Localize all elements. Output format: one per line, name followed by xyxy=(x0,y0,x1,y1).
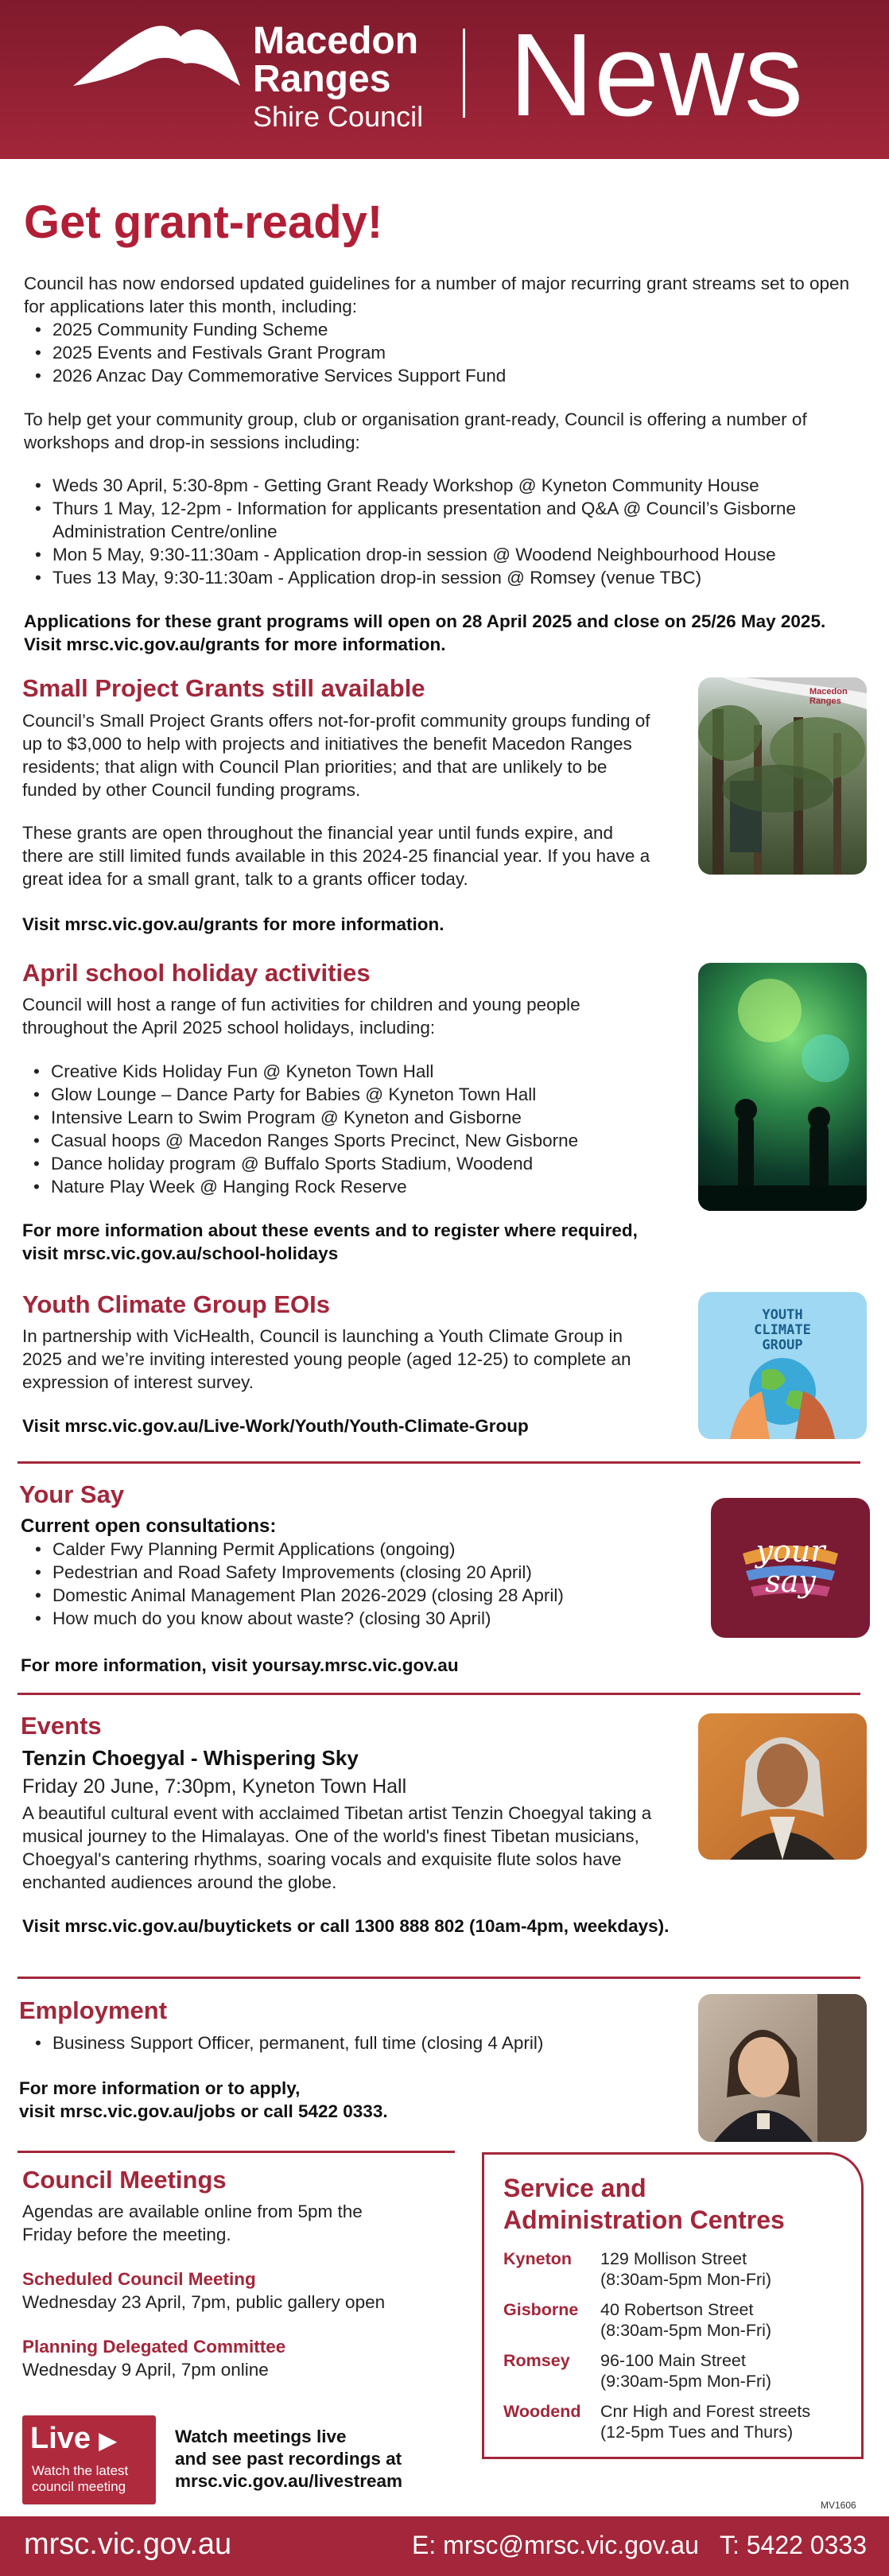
youth-climate-link: Visit mrsc.vic.gov.au/Live-Work/Youth/Youth-Climate-Group xyxy=(22,1416,529,1436)
your-say-title: Your Say xyxy=(19,1480,125,1508)
footer xyxy=(0,2516,889,2576)
centre-address: Cnr High and Forest streets (12-5pm Tues and Thurs) xyxy=(600,2402,811,2442)
centre-town: Gisborne xyxy=(503,2300,579,2319)
watch-line-1: Watch meetings live xyxy=(175,2427,347,2446)
employment-closing-2: visit mrsc.vic.gov.au/jobs or call 5422 0333. xyxy=(19,2101,388,2121)
section-divider xyxy=(17,1977,860,1979)
centre-town: Romsey xyxy=(503,2351,570,2370)
grant-ready-title: Get grant-ready! xyxy=(24,196,383,248)
list-item: • Mon 5 May, 9:30-11:30am - Application drop-in session @ Woodend Neighbourhood House xyxy=(24,543,851,566)
service-centres-title: Service and Administration Centres xyxy=(503,2174,785,2234)
mountain-logo-icon xyxy=(73,22,240,87)
section-divider xyxy=(17,1693,860,1695)
your-say-subtitle: Current open consultations: xyxy=(21,1515,277,1537)
list-item: • Weds 30 April, 5:30-8pm - Getting Grant Ready Workshop @ Kyneton Community House xyxy=(24,474,851,497)
youth-climate-image-text: YOUTH CLIMATE GROUP xyxy=(754,1307,811,1353)
list-item: • 2026 Anzac Day Commemorative Services Support Fund xyxy=(24,364,851,387)
small-grants-title: Small Project Grants still available xyxy=(22,674,425,702)
event-when: Friday 20 June, 7:30pm, Kyneton Town Hall xyxy=(22,1775,407,1798)
watch-line-2: and see past recordings at xyxy=(175,2449,402,2469)
footer-url[interactable]: mrsc.vic.gov.au xyxy=(24,2528,232,2561)
centre-town: Kyneton xyxy=(503,2249,572,2268)
centre-address: 40 Robertson Street (8:30am-5pm Mon-Fri) xyxy=(600,2300,772,2340)
event-description: A beautiful cultural event with acclaimed Tibetan artist Tenzin Choegyal taking a musical journey to the Himalayas. One of the world's finest Tibetan musicians, Choegyal's cantering rhythms, soaring vocals and exquisite flute solos have enchanted audiences around the globe. xyxy=(22,1803,652,1892)
list-item: • Thurs 1 May, 12-2pm - Information for applicants presentation and Q&A @ Council’s Gisborne Administration Centre/online xyxy=(24,497,851,543)
live-label: Live ▶ xyxy=(30,2422,117,2455)
employment-list xyxy=(24,2031,676,2054)
grant-ready-intro: Council has now endorsed updated guidelines for a number of major recurring grant streams set to open for applications later this month, including: xyxy=(24,274,850,316)
list-item: • Domestic Animal Management Plan 2026-2029 (closing 28 April) xyxy=(24,1584,676,1607)
sign-text: Macedon Ranges xyxy=(809,687,848,706)
council-sign-photo xyxy=(698,677,867,875)
live-sub: Watch the latest council meeting xyxy=(32,2463,129,2494)
list-item: • Tues 13 May, 9:30-11:30am - Application drop-in session @ Romsey (venue TBC) xyxy=(24,566,851,589)
event-closing: Visit mrsc.vic.gov.au/buytickets or call 1300 888 802 (10am-4pm, weekdays). xyxy=(22,1916,670,1936)
council-meetings-title: Council Meetings xyxy=(22,2166,227,2194)
grant-streams-list xyxy=(24,318,851,387)
livestream-link[interactable]: mrsc.vic.gov.au/livestream xyxy=(175,2471,402,2491)
events-title: Events xyxy=(21,1712,102,1740)
planning-committee-title: Planning Delegated Committee xyxy=(22,2337,286,2357)
list-item: • Dance holiday program @ Buffalo Sports Stadium, Woodend xyxy=(22,1152,674,1175)
your-say-logo-text: your say xyxy=(755,1534,825,1599)
header-divider xyxy=(463,29,465,118)
grant-sessions-list xyxy=(24,474,851,589)
scheduled-meeting-detail: Wednesday 23 April, 7pm, public gallery open xyxy=(22,2292,386,2312)
centre-address: 129 Mollison Street (8:30am-5pm Mon-Fri) xyxy=(600,2249,772,2289)
employee-photo xyxy=(698,1994,867,2142)
your-say-closing: For more information, visit yoursay.mrsc.vic.gov.au xyxy=(21,1655,459,1675)
publication-code: MV1606 xyxy=(821,2500,856,2511)
your-say-logo xyxy=(711,1498,870,1638)
section-divider xyxy=(17,1461,860,1464)
tenzin-choegyal-photo xyxy=(698,1713,867,1860)
council-meetings-agendas: Agendas are available online from 5pm the Friday before the meeting. xyxy=(22,2202,363,2244)
council-name-line1: Macedon xyxy=(253,20,419,62)
list-item: • Glow Lounge – Dance Party for Babies @ Kyneton Town Hall xyxy=(22,1083,674,1106)
council-name-line3: Shire Council xyxy=(253,100,424,133)
footer-contact: E: mrsc@mrsc.vic.gov.au T: 5422 0333 xyxy=(412,2531,867,2559)
centre-town: Woodend xyxy=(503,2402,581,2421)
school-holidays-title: April school holiday activities xyxy=(22,959,371,987)
list-item: • 2025 Community Funding Scheme xyxy=(24,318,851,341)
glow-lounge-photo xyxy=(698,963,867,1211)
play-icon: ▶ xyxy=(99,2428,117,2453)
list-item: • 2025 Events and Festivals Grant Program xyxy=(24,341,851,364)
grant-help-text: To help get your community group, club or organisation grant-ready, Council is offering a number of workshops and drop-in sessions including: xyxy=(24,409,807,452)
list-item: • Pedestrian and Road Safety Improvements (closing 20 April) xyxy=(24,1561,676,1584)
youth-climate-image xyxy=(698,1292,867,1439)
live-stream-button[interactable] xyxy=(22,2415,156,2504)
list-item: • Business Support Officer, permanent, full time (closing 4 April) xyxy=(24,2031,676,2054)
list-item: • Calder Fwy Planning Permit Applications (ongoing) xyxy=(24,1538,676,1561)
small-grants-link: Visit mrsc.vic.gov.au/grants for more information. xyxy=(22,914,444,934)
newsletter-title: News xyxy=(509,10,804,141)
your-say-list xyxy=(24,1538,676,1630)
scheduled-meeting-title: Scheduled Council Meeting xyxy=(22,2269,256,2289)
list-item: • How much do you know about waste? (closing 30 April) xyxy=(24,1607,676,1630)
employment-title: Employment xyxy=(19,1996,168,2024)
school-holidays-closing: For more information about these events and to register where required, visit mrsc.vic.gov.au/school-holidays xyxy=(22,1220,638,1263)
service-centres-box xyxy=(482,2152,864,2459)
list-item: • Casual hoops @ Macedon Ranges Sports Precinct, New Gisborne xyxy=(22,1129,674,1152)
small-grants-para2: These grants are open throughout the financial year until funds expire, and there are still limited funds available in this 2024-25 financial year. If you have a great idea for a small grant, talk to a grants officer today. xyxy=(22,823,650,889)
grant-closing: Applications for these grant programs will open on 28 April 2025 and close on 25/26 May 2025. Visit mrsc.vic.gov.au/grants for more information. xyxy=(24,611,826,654)
small-grants-para1: Council’s Small Project Grants offers not-for-profit community groups funding of up to $3,000 to help with projects and initiatives the benefit Macedon Ranges residents; that align with Council Plan priorities; and that are unlikely to be funded by other Council funding programs. xyxy=(22,711,650,800)
council-name-line2: Ranges xyxy=(253,58,391,100)
youth-climate-text: In partnership with VicHealth, Council is launching a Youth Climate Group in 2025 and we’re inviting interested young people (aged 12-25) to complete an expression of interest survey. xyxy=(22,1326,631,1392)
masthead xyxy=(0,0,889,159)
employment-closing-1: For more information or to apply, xyxy=(19,2078,301,2098)
youth-climate-title: Youth Climate Group EOIs xyxy=(22,1290,330,1318)
list-item: • Nature Play Week @ Hanging Rock Reserve xyxy=(22,1175,674,1198)
centre-address: 96-100 Main Street (9:30am-5pm Mon-Fri) xyxy=(600,2351,772,2391)
section-divider xyxy=(17,2151,455,2153)
list-item: • Creative Kids Holiday Fun @ Kyneton Town Hall xyxy=(22,1060,674,1083)
school-holidays-intro: Council will host a range of fun activities for children and young people throughout the April 2025 school holidays, including: xyxy=(22,995,580,1038)
council-name xyxy=(253,22,423,135)
event-name: Tenzin Choegyal - Whispering Sky xyxy=(22,1746,359,1770)
list-item: • Intensive Learn to Swim Program @ Kyneton and Gisborne xyxy=(22,1106,674,1129)
school-holidays-list xyxy=(22,1060,674,1198)
planning-committee-detail: Wednesday 9 April, 7pm online xyxy=(22,2360,269,2380)
